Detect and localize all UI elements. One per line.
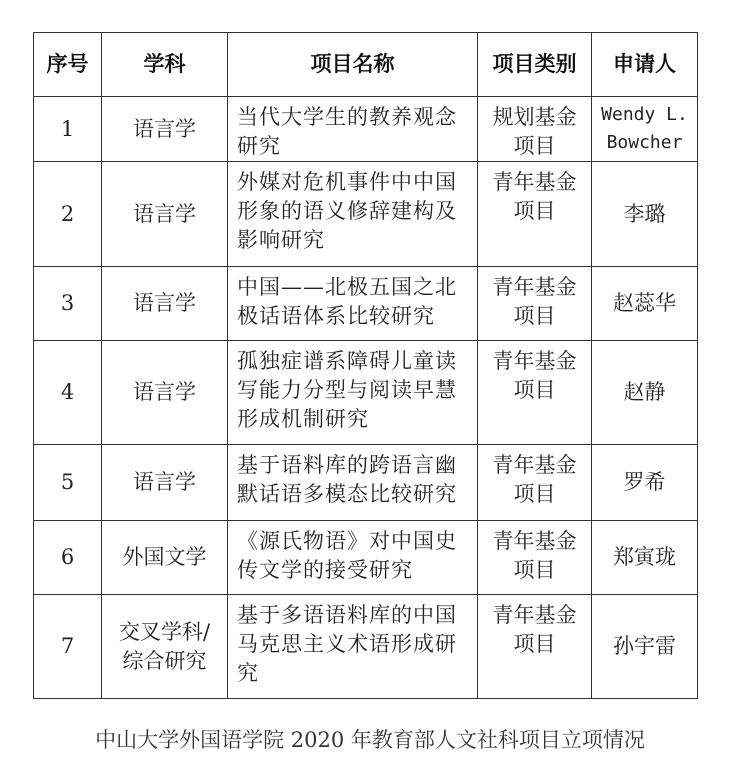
cell-category-line: 项目: [513, 378, 556, 402]
cell-project-name-line: 基于多语语料库的中国: [237, 603, 457, 627]
cell-category-line: 项目: [513, 558, 556, 582]
table-row: [34, 445, 698, 521]
cell-subject-line: 语言学: [133, 201, 196, 226]
header-no: 序号: [34, 33, 102, 97]
cell-category: [478, 341, 592, 445]
table-row: [34, 521, 698, 595]
cell-applicant: [592, 595, 698, 699]
cell-project-name-line: 默话语多模态比较研究: [237, 482, 457, 506]
cell-project-name-line: 研究: [237, 134, 281, 158]
cell-project-name: [228, 521, 478, 595]
cell-category-line: 青年基金: [492, 170, 577, 194]
cell-project-name-line: 马克思主义术语形成研: [237, 632, 457, 656]
cell-applicant-line: Wendy L.: [601, 104, 688, 125]
table-row: [34, 162, 698, 267]
cell-project-name-line: 究: [237, 661, 259, 685]
header-subject: 学科: [102, 33, 228, 97]
cell-project-name-line: 影响研究: [237, 228, 325, 252]
cell-project-name: [228, 595, 478, 699]
cell-category-line: 规划基金: [492, 105, 577, 129]
cell-project-name-line: 极话语体系比较研究: [237, 304, 435, 328]
cell-project-name-line: 基于语料库的跨语言幽: [237, 453, 457, 477]
cell-subject: [102, 267, 228, 341]
cell-category-line: 项目: [513, 134, 556, 158]
cell-category-line: 项目: [513, 632, 556, 656]
cell-project-name-line: 孤独症谱系障碍儿童读: [237, 349, 457, 373]
cell-category: [478, 521, 592, 595]
cell-category-line: 项目: [513, 199, 556, 223]
table-row: [34, 267, 698, 341]
cell-project-name: [228, 267, 478, 341]
table-row: [34, 341, 698, 445]
cell-category-line: 项目: [513, 482, 556, 506]
cell-applicant-line: 赵静: [623, 380, 666, 404]
cell-no: 5: [34, 445, 102, 521]
table-header-row: [34, 33, 698, 97]
cell-subject: [102, 521, 228, 595]
cell-no: 4: [34, 341, 102, 445]
cell-category-line: 青年基金: [492, 275, 577, 299]
cell-subject-line: 外国文学: [122, 545, 207, 569]
cell-category: [478, 267, 592, 341]
cell-subject-line: 语言学: [133, 380, 196, 404]
cell-project-name: [228, 97, 478, 162]
cell-no: 3: [34, 267, 102, 341]
cell-project-name: [228, 341, 478, 445]
cell-applicant-line: 赵蕊华: [613, 291, 676, 315]
table-caption: 中山大学外国语学院 2020 年教育部人文社科项目立项情况: [95, 728, 645, 752]
table-row: [34, 97, 698, 162]
cell-applicant: [592, 445, 698, 521]
projects-table: [33, 32, 698, 699]
cell-project-name-line: 形象的语义修辞建构及: [237, 199, 457, 223]
cell-applicant-line: 罗希: [623, 470, 666, 494]
cell-category-line: 项目: [513, 304, 556, 328]
cell-subject-line: 语言学: [133, 116, 196, 141]
cell-project-name: [228, 445, 478, 521]
cell-no: 7: [34, 595, 102, 699]
cell-project-name-line: 传文学的接受研究: [237, 558, 413, 582]
cell-subject: [102, 97, 228, 162]
cell-project-name-line: 中国——北极五国之北: [237, 275, 457, 299]
cell-subject: [102, 341, 228, 445]
cell-applicant-line: 孙宇雷: [613, 634, 676, 658]
cell-no: 1: [34, 97, 102, 162]
cell-no: 6: [34, 521, 102, 595]
cell-applicant: [592, 162, 698, 267]
cell-applicant-line: 李璐: [623, 201, 666, 226]
cell-category-line: 青年基金: [492, 529, 577, 553]
cell-subject-line: 语言学: [133, 291, 196, 315]
cell-subject: [102, 595, 228, 699]
cell-subject-line: 综合研究: [122, 648, 207, 673]
cell-category-line: 青年基金: [492, 349, 577, 373]
cell-applicant-line: 郑寅珑: [613, 545, 676, 569]
cell-category: [478, 162, 592, 267]
cell-subject-line: 语言学: [133, 470, 196, 494]
cell-subject-line: 交叉学科/: [118, 619, 211, 644]
cell-no: 2: [34, 162, 102, 267]
cell-project-name-line: 当代大学生的教养观念: [237, 105, 457, 129]
header-applicant: 申请人: [592, 33, 698, 97]
cell-applicant: [592, 521, 698, 595]
cell-applicant: [592, 341, 698, 445]
cell-category: [478, 595, 592, 699]
cell-applicant-line: Bowcher: [606, 132, 683, 153]
cell-project-name-line: 形成机制研究: [237, 407, 369, 431]
header-project-name: 项目名称: [228, 33, 478, 97]
cell-category: [478, 445, 592, 521]
cell-subject: [102, 445, 228, 521]
header-category: 项目类别: [478, 33, 592, 97]
table-row: [34, 595, 698, 699]
cell-project-name-line: 写能力分型与阅读早慧: [237, 378, 457, 402]
cell-applicant: [592, 97, 698, 162]
cell-category-line: 青年基金: [492, 603, 577, 627]
cell-category-line: 青年基金: [492, 453, 577, 477]
cell-applicant: [592, 267, 698, 341]
cell-project-name-line: 《源氏物语》对中国史: [237, 529, 457, 553]
cell-project-name: [228, 162, 478, 267]
cell-subject: [102, 162, 228, 267]
cell-category: [478, 97, 592, 162]
cell-project-name-line: 外媒对危机事件中中国: [237, 170, 457, 194]
